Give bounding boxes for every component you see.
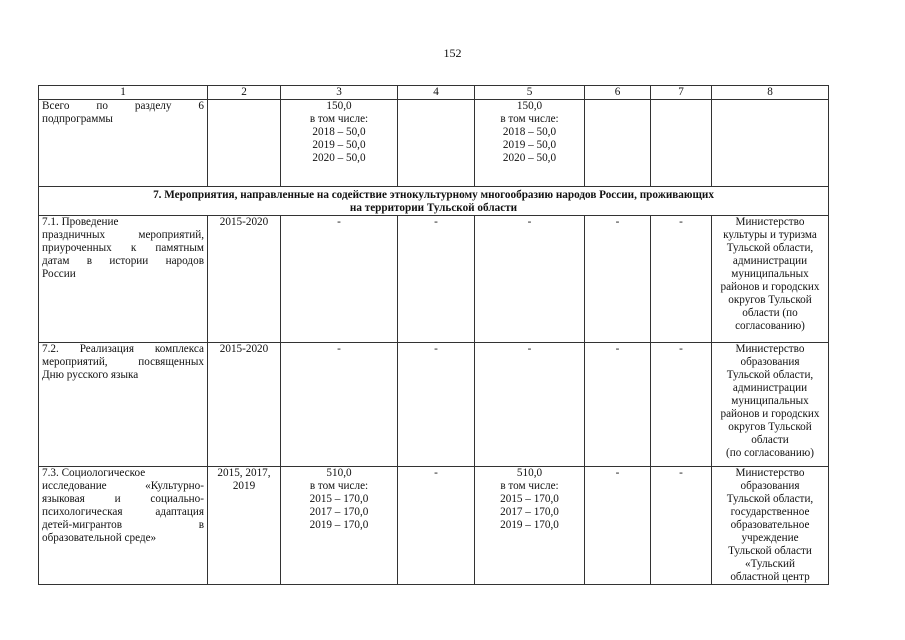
- row-name-cell: [39, 216, 208, 343]
- row-executor-cell: [712, 343, 829, 467]
- row-col3-cell: [281, 467, 398, 585]
- total-name-cell: [39, 100, 208, 187]
- section-title-line: на территории Тульской области: [349, 202, 518, 214]
- section-title: [39, 187, 829, 216]
- column-header: 5: [475, 86, 585, 100]
- executor-line: администрации: [732, 382, 808, 394]
- row-col4-cell: -: [398, 216, 475, 343]
- row-col3-cell: -: [281, 216, 398, 343]
- executor-line: муниципальных: [731, 268, 809, 280]
- executor-line: администрации: [732, 255, 808, 267]
- row-col7-cell: -: [651, 343, 712, 467]
- total-col5-line: 2019 – 50,0: [502, 139, 557, 151]
- total-col3-line: в том числе:: [309, 113, 369, 125]
- executor-line: (по согласованию): [726, 447, 814, 459]
- executor-line: государственное: [730, 506, 810, 518]
- row-years-line: 2015-2020: [219, 216, 269, 228]
- row-col5-cell: -: [475, 216, 585, 343]
- total-col3-line: 150,0: [326, 100, 352, 112]
- column-header: 1: [39, 86, 208, 100]
- row-col5-line: 510,0: [516, 467, 543, 479]
- row-col4-cell: -: [398, 467, 475, 585]
- column-header: 8: [712, 86, 829, 100]
- row-years-line: 2015-2020: [219, 343, 269, 355]
- column-header: 2: [208, 86, 281, 100]
- row-name-cell: [39, 343, 208, 467]
- row-name-line: мероприятий, посвященных: [42, 356, 204, 368]
- row-executor-cell: [712, 467, 829, 585]
- row-col4-cell: -: [398, 343, 475, 467]
- row-name-line: языковая и социально-: [42, 493, 204, 505]
- row-col3-line: 2015 – 170,0: [309, 493, 369, 505]
- row-name-line: 7.2. Реализация комплекса: [42, 343, 204, 355]
- total-col5-cell: [475, 100, 585, 187]
- page-number: 152: [443, 46, 462, 60]
- row-col7-cell: -: [651, 216, 712, 343]
- row-col5-cell: -: [475, 343, 585, 467]
- executor-line: образования: [740, 356, 800, 368]
- executor-line: культуры и туризма: [723, 229, 817, 241]
- row-col3-line: 2017 – 170,0: [309, 506, 369, 518]
- executor-line: Тульской области,: [726, 242, 814, 254]
- row-name-line: праздничных мероприятий,: [42, 229, 204, 241]
- row-name-line: 7.1. Проведение: [42, 216, 119, 228]
- table-row-7-2: [39, 343, 829, 467]
- row-name-line: датам в истории народов: [42, 255, 204, 267]
- row-years-line: 2019: [232, 480, 256, 492]
- executor-line: учреждение: [741, 532, 799, 544]
- total-col6-cell: [585, 100, 651, 187]
- executor-line: муниципальных: [731, 395, 809, 407]
- row-col5-line: 2019 – 170,0: [500, 519, 559, 531]
- section-title-line: 7. Мероприятия, направленные на содействие этнокультурному многообразию народов России, проживающих: [153, 189, 714, 201]
- row-col3-line: 510,0: [326, 467, 352, 479]
- table-row-7-3: [39, 467, 829, 585]
- total-col4-cell: [398, 100, 475, 187]
- row-name-cell: [39, 467, 208, 585]
- executor-line: округов Тульской: [728, 294, 812, 306]
- column-header: 3: [281, 86, 398, 100]
- row-col5-cell: [475, 467, 585, 585]
- row-name-line: детей-мигрантов в: [42, 519, 204, 531]
- row-name-line: 7.3. Социологическое: [42, 467, 146, 479]
- executor-line: районов и городских: [720, 281, 820, 293]
- section-title-row: [39, 187, 829, 216]
- total-col5-line: в том числе:: [500, 113, 559, 125]
- total-col5-line: 2018 – 50,0: [502, 126, 557, 138]
- total-name-line: подпрограммы: [42, 113, 113, 125]
- row-name-line: образовательной среде»: [42, 532, 157, 544]
- row-col3-line: в том числе:: [309, 480, 369, 492]
- column-header-row: [39, 86, 829, 100]
- row-name-line: исследование «Культурно-: [42, 480, 204, 492]
- row-name-line: приуроченных к памятным: [42, 242, 204, 254]
- row-name-line: Дню русского языка: [42, 369, 139, 381]
- row-col5-line: 2015 – 170,0: [500, 493, 559, 505]
- executor-line: Тульской области: [728, 545, 812, 557]
- row-col6-cell: -: [585, 343, 651, 467]
- total-col3-line: 2020 – 50,0: [312, 152, 366, 164]
- executor-line: Министерство: [735, 343, 805, 355]
- column-header: 7: [651, 86, 712, 100]
- column-header: 4: [398, 86, 475, 100]
- total-col5-line: 2020 – 50,0: [502, 152, 557, 164]
- row-years-cell: [208, 216, 281, 343]
- executor-line: образования: [740, 480, 800, 492]
- row-years-line: 2015, 2017,: [217, 467, 271, 479]
- row-col7-cell: -: [651, 467, 712, 585]
- executor-line: согласованию): [735, 320, 805, 332]
- row-col3-cell: -: [281, 343, 398, 467]
- table-row-7-1: [39, 216, 829, 343]
- row-col5-line: в том числе:: [500, 480, 559, 492]
- total-col3-line: 2018 – 50,0: [312, 126, 366, 138]
- executor-line: области: [751, 434, 789, 446]
- executor-line: Тульской области,: [726, 369, 814, 381]
- executor-line: областной центр: [730, 571, 810, 583]
- row-executor-cell: [712, 216, 829, 343]
- executor-line: Министерство: [735, 467, 805, 479]
- row-name-line: психологическая адаптация: [42, 506, 204, 518]
- row-years-cell: [208, 467, 281, 585]
- row-col6-cell: -: [585, 216, 651, 343]
- executor-line: округов Тульской: [728, 421, 812, 433]
- executor-line: Министерство: [735, 216, 805, 228]
- budget-table: [38, 85, 829, 585]
- total-col8-cell: [712, 100, 829, 187]
- total-name-line: Всего по разделу 6: [42, 100, 204, 112]
- executor-line: Тульской области,: [726, 493, 814, 505]
- executor-line: области (по: [742, 307, 798, 319]
- total-col5-line: 150,0: [516, 100, 543, 112]
- column-header: 6: [585, 86, 651, 100]
- executor-line: образовательное: [730, 519, 810, 531]
- row-name-line: России: [42, 268, 76, 280]
- row-col6-cell: -: [585, 467, 651, 585]
- total-years-cell: [208, 100, 281, 187]
- row-col5-line: 2017 – 170,0: [500, 506, 559, 518]
- total-col3-cell: [281, 100, 398, 187]
- total-row: [39, 100, 829, 187]
- total-col3-line: 2019 – 50,0: [312, 139, 366, 151]
- row-years-cell: [208, 343, 281, 467]
- row-col3-line: 2019 – 170,0: [309, 519, 369, 531]
- executor-line: районов и городских: [720, 408, 820, 420]
- executor-line: «Тульский: [744, 558, 796, 570]
- total-col7-cell: [651, 100, 712, 187]
